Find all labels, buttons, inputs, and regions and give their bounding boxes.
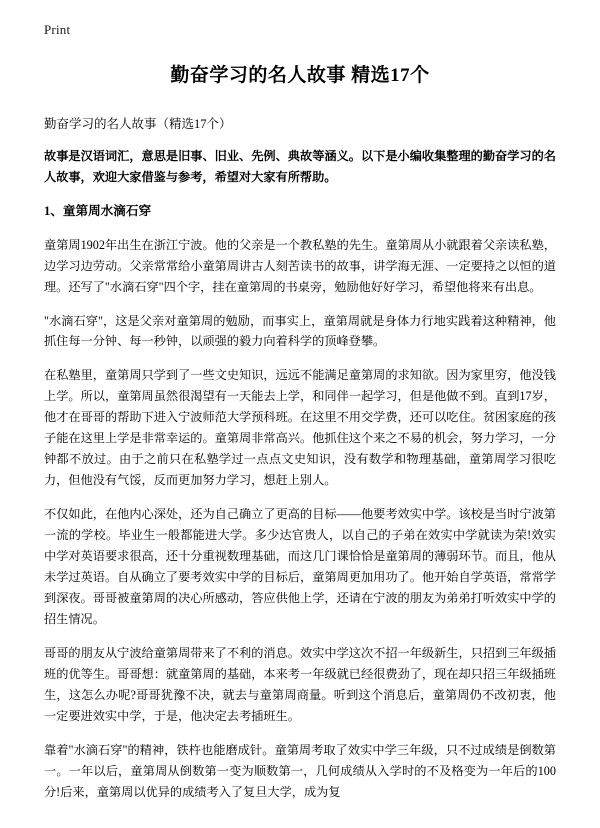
paragraph: 在私塾里，童第周只学到了一些文史知识，远远不能满足童第周的求知欲。因为家里穷，他没钱上学。所以，童第周虽然很渴望有一天能去上学，和同伴一起学习，但是他做不到。直到17岁，他才在哥哥的帮助下进入宁波师范大学预科班。在这里不用交学费，还可以吃住。贫困家庭的孩子能在这里上学是非常幸运的。童第周非常高兴。他抓住这个来之不易的机会，努力学习，一分钟都不放过。由于之前只在私塾学过一点点文史知识，没有数学和物理基础，童第周学习很吃力，但他没有气馁，反而更加努力学习，想赶上别人。	[44, 368, 556, 488]
page-title: 勤奋学习的名人故事 精选17个	[170, 65, 430, 86]
paragraph: "水滴石穿"，这是父亲对童第周的勉励，而事实上，童第周就是身体力行地实践着这种精神，他抓住每一分钟、每一秒钟，以顽强的毅力向着科学的顶峰登攀。	[44, 313, 556, 349]
section-heading-1: 1、童第周水滴石穿	[44, 204, 152, 219]
document-intro: 故事是汉语词汇，意思是旧事、旧业、先例、典故等涵义。以下是小编收集整理的勤奋学习的名人故事，欢迎大家借鉴与参考，希望对大家有所帮助。	[44, 149, 556, 185]
print-button[interactable]: Print	[44, 22, 71, 37]
paragraph: 不仅如此，在他内心深处，还为自己确立了更高的目标——他要考效实中学。该校是当时宁波第一流的学校。毕业生一般都能进大学。多少达官贵人，以自己的子弟在效实中学就读为荣!效实中学对英语要求很高，还十分重视数理基础，而这几门课恰恰是童第周的薄弱环节。而且，他从未学过英语。自从确立了要考效实中学的目标后，童第周更加用功了。他开始自学英语，常常学到深夜。哥哥被童第周的决心所感动，答应供他上学，还请在宁波的朋友为弟弟打听效实中学的招生情况。	[44, 507, 556, 627]
paragraph: 哥哥的朋友从宁波给童第周带来了不利的消息。效实中学这次不招一年级新生，只招到三年级插班的优等生。哥哥想：就童第周的基础，本来考一年级就已经很费劲了，现在却只招三年级插班生，这怎么办呢?哥哥犹豫不决，就去与童第周商量。听到这个消息后，童第周仍不改初衷，他一定要进效实中学，于是，他决定去考插班生。	[44, 646, 556, 724]
paragraph: 童第周1902年出生在浙江宁波。他的父亲是一个教私塾的先生。童第周从小就跟着父亲读私塾，边学习边劳动。父亲常常给小童第周讲古人刻苦读书的故事，讲学海无涯、一定要持之以恒的道理。还写了"水滴石穿"四个字，挂在童第周的书桌旁，勉励他好好学习，希望他将来有出息。	[44, 237, 556, 294]
document-subtitle: 勤奋学习的名人故事（精选17个）	[44, 116, 232, 131]
paragraph: 靠着"水滴石穿"的精神，铁杵也能磨成针。童第周考取了效实中学三年级，只不过成绩是倒数第一。一年以后，童第周从倒数第一变为顺数第一，几何成绩从入学时的不及格变为一年后的100分!后来，童第周以优异的成绩考入了复旦大学，成为复	[44, 743, 556, 800]
